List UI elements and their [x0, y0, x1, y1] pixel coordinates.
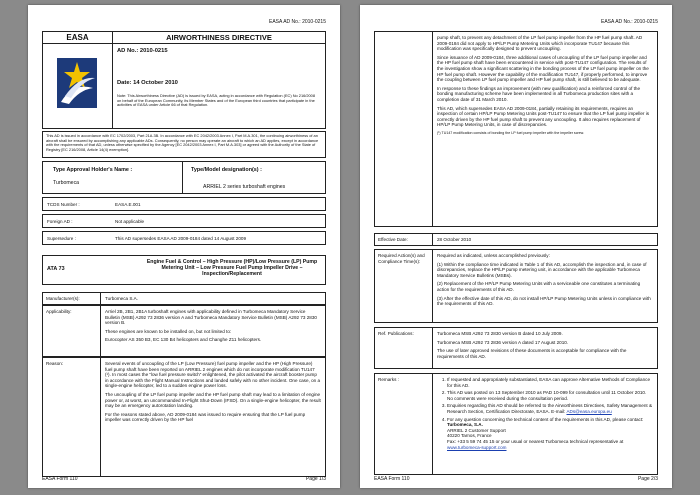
supersedure-value: This AD supersedes EASA AD 2009-0184 dated 14 August 2009 [115, 236, 247, 241]
reason-continued [374, 31, 658, 227]
footer-page-number: Page 2/3 [637, 476, 658, 482]
supersedure-label: Supersedure : [47, 236, 76, 241]
tcds-label: TCDS Number : [47, 202, 80, 207]
document-page-1 [28, 5, 340, 488]
remarks-row [374, 373, 658, 475]
reason-continued-3: In response to these findings an improvement (with new qualification) and a reinforced control of the bonding manufacturing scheme have been implemented in all Turbomeca production sites with a completion date of 31 March 2010. [437, 85, 641, 102]
applicability-installed: These engines are known to be installed on, but not limited to: [105, 328, 232, 334]
ad-number: AD No.: 2010-0215 [117, 48, 168, 54]
required-actions-label: Required Action(s) and Compliance Time(s): [375, 250, 433, 322]
contact-address-1: ARRIEL 2 Customer Support [447, 427, 506, 433]
required-actions-row [374, 249, 658, 323]
actions-intro: Required as indicated, unless accomplished previously: [437, 253, 550, 258]
reason-continued-2: Since issuance of AD 2009-0184, three additional cases of uncoupling of the LP fuel pump impeller and the HP fuel pump shaft have been encountered in service with post-TU147 configuration. The results of the investigation show a significant scattering in the bonding process of the LP fuel pump impeller on the HP fuel pump shaft. However the capability of the modification TU147, if properly performed, to improve the coupling between LP fuel pump impeller and HP fuel pump shaft, is still believed to be adequate. [437, 54, 649, 83]
contact-fax: Fax: +33 5 59 74 45 15 or your usual or nearest Turbomeca technical representative at [447, 438, 624, 444]
reason-paragraph-2: The uncoupling of the LP fuel pump impeller and the HP fuel pump shaft may lead to a limitation of engine power or, at worst, an uncommanded In-Flight Shut-Down (IFSD). On a single-engine helicopter, the result may be an emergency autorotation landing. [105, 391, 321, 409]
contact-name: Turbomeca, S.A. [447, 422, 483, 428]
ref-publications-label: Ref. Publications: [375, 328, 433, 368]
reason-continued-1: pump shaft, to prevent any detachment of the LP fuel pump impeller from the HP fuel pump shaft. AD 2009-0184 did not apply to HP/LP Pump Metering Units which incorporate TU147 because this modification was specifically designed to prevent uncoupling. [437, 35, 643, 52]
holder-value: Turbomeca [53, 180, 80, 186]
page-header-ad-number: EASA AD No.: 2010-0215 [269, 19, 326, 25]
effective-date-value: 28 October 2010 [437, 237, 472, 242]
manufacturer-label: Manufacturer(s): [43, 293, 101, 304]
applicability-label: Applicability: [43, 306, 101, 356]
issuance-statement: This AD is issued in accordance with EC 1702/2003, Part 21A.3B. In accordance with EC 2042/2003 Annex I, Part M.A.301, the continuing airworthiness of an aircraft shall be ensured by accomplishing any applicable ADs. Consequently, no person may operate an aircraft to which an AD applies, except in accordance with the requirements of that AD, unless otherwise specified by the Agency [EC 2042/2003 Annex I, Part M.A.303] or agreed with the Authority of the State of Registry [EC 216/2008, Article 14(4) exemption]. [42, 131, 326, 158]
reason-row [42, 357, 326, 477]
footer-page-number: Page 1/3 [305, 476, 326, 482]
tcds-row [42, 197, 326, 211]
easa-email-link[interactable]: ADs@easa.europa.eu [566, 408, 612, 414]
ref-publications-row [374, 327, 658, 369]
foreign-ad-label: Foreign AD : [47, 219, 73, 224]
logo-cell [43, 44, 113, 128]
applicability-helicopters: Eurocopter AS 350 B3, EC 130 B4 helicopters and Changhe Z11 helicopters. [105, 337, 262, 343]
document-title: AIRWORTHINESS DIRECTIVE [113, 32, 325, 44]
type-approval-block [42, 161, 326, 194]
manufacturer-value: Turbomeca S.A. [105, 296, 139, 301]
remarks-label: Remarks : [375, 374, 433, 474]
subject-row [42, 255, 326, 285]
model-label: Type/Model designation(s) : [191, 167, 262, 173]
footer-form: EASA Form 110 [374, 476, 410, 482]
tcds-value: EASA.E.001 [115, 202, 141, 207]
holder-label: Type Approval Holder's Name : [53, 167, 133, 173]
action-2: (2) Replacement of the HP/LP Pump Metering Units with a serviceable one constitutes a terminating action for the requirements of this AD. [437, 281, 641, 292]
applicability-row [42, 305, 326, 357]
applicability-engines: Arriel 2B, 2B1, 2B1A turboshaft engines with applicability defined in Turbomeca Mandatory Service Bulletin (MSB) A292 73 2836 version A and Turbomeca Mandatory Service Bulletin (MSB) A292 73 2830 version B. [105, 309, 317, 326]
remarks-list [437, 377, 653, 450]
action-3: (3) After the effective date of this AD, do not install HP/LP Pump Metering Units unless in compliance with the requirements of this AD. [437, 295, 651, 307]
supersedure-row [42, 231, 326, 245]
manufacturer-row [42, 292, 326, 305]
reason-label: Reason: [43, 358, 101, 476]
model-value: ARRIEL 2 series turboshaft engines [203, 184, 286, 190]
ad-note: Note: This Airworthiness Directive (AD) is issued by EASA, acting in accordance with Regulation (EC) No 216/2008 on behalf of the European Community, its Member States and of the European third countries that participate in the activities of EASA under Article 66 of that Regulation. [117, 93, 316, 108]
easa-label: EASA [43, 32, 113, 44]
ref-publication-1: Turbomeca MSB A292 73 2830 version B dated 10 July 2009. [437, 331, 563, 336]
footer-form: EASA Form 110 [42, 476, 78, 482]
reason-continued-4: This AD, which supersedes EASA AD 2009-0184, partially retaining its requirements, requires an inspection of certain HP/LP Pump Metering Units post-TU147 to ensure that the LP fuel pump impeller is correctly driven by the HP fuel pump shaft to prevent any uncoupling. It also requires replacement of HP/LP Pump Metering Units, in case of discrepancies. [437, 105, 650, 128]
ad-date: Date: 14 October 2010 [117, 80, 178, 86]
reason-paragraph-1: Several events of uncoupling of the LP (Low Pressure) fuel pump impeller and the HP (High Pressure) fuel pump shaft have been reported on ARRIEL 2 engines which do not incorporate modification TU147 (¹). In most cases the “low fuel pressure switch” enlightened, the pilot activated the aircraft booster pump in accordance with the Flight Manual Instructions and landed safely with no other incident. One case, on a single-engine helicopter, led to a sudden engine power loss. [105, 361, 321, 389]
easa-logo-icon [57, 58, 97, 108]
action-1: (1) Within the compliance time indicated in Table 1 of this AD, accomplish the inspection and, in case of discrepancies, replace the HP/LP pump metering unit, in accordance with the applicable Turbomeca Mandatory Service Bulletins (MSBs). [437, 261, 647, 278]
effective-date-row [374, 233, 658, 246]
subject-title: Engine Fuel & Control – High Pressure (HP)/Low Pressure (LP) Pump Metering Unit – Low Pressure Fuel Pump Impeller Drive – Inspection/Replacement [146, 259, 318, 278]
ref-publication-2: Turbomeca MSB A292 73 2836 version A dated 17 August 2010. [437, 339, 569, 345]
ref-publication-3: The use of later approved revisions of these documents is acceptable for compliance with the requirements of this AD. [437, 348, 627, 359]
foreign-ad-row [42, 214, 326, 228]
remark-2: 2. This AD was posted on 13 September 2010 as PAD 10-099 for consultation until 11 October 2010. No comments were received during the consultation period. [447, 390, 653, 401]
page-header-ad-number: EASA AD No.: 2010-0215 [601, 19, 658, 25]
reason-paragraph-3: For the reasons stated above, AD 2009-0184 was issued to require ensuring that the LP fuel pump impeller was correctly driven by the HP fuel [105, 411, 306, 423]
effective-date-label: Effective Date: [375, 234, 433, 245]
remark-3: 3. Enquiries regarding this AD should be referred to the Airworthiness Directives, Safety Management & Research Section, Certification Directorate, EASA. E-mail: ADs@easa.europa.eu [447, 403, 653, 414]
footnote: (¹) TU147 modification consists of bonding the LP fuel pump impeller with the impeller screw. [437, 130, 585, 135]
ata-chapter: ATA 73 [47, 266, 65, 272]
turbomeca-support-link[interactable]: www.turbomeca-support.com [447, 444, 507, 450]
foreign-ad-value: Not applicable [115, 219, 145, 224]
remark-1: 1. If requested and appropriately substantiated, EASA can approve Alternative Methods of Compliance for this AD. [447, 377, 653, 388]
contact-address-2: 40220 Tarnos, France [447, 433, 492, 439]
title-block [42, 31, 326, 129]
document-page-2 [360, 5, 672, 488]
remark-4: 4. For any question concerning the technical content of the requirements in this AD, please contact: Turbomeca, S.A. ARRIEL 2 Customer Support 40220 Tarnos, France Fax: +33 5 59 74 45 15 or your usual or nearest Turbomeca technical representative at www.turbomeca-support.com [447, 417, 653, 451]
